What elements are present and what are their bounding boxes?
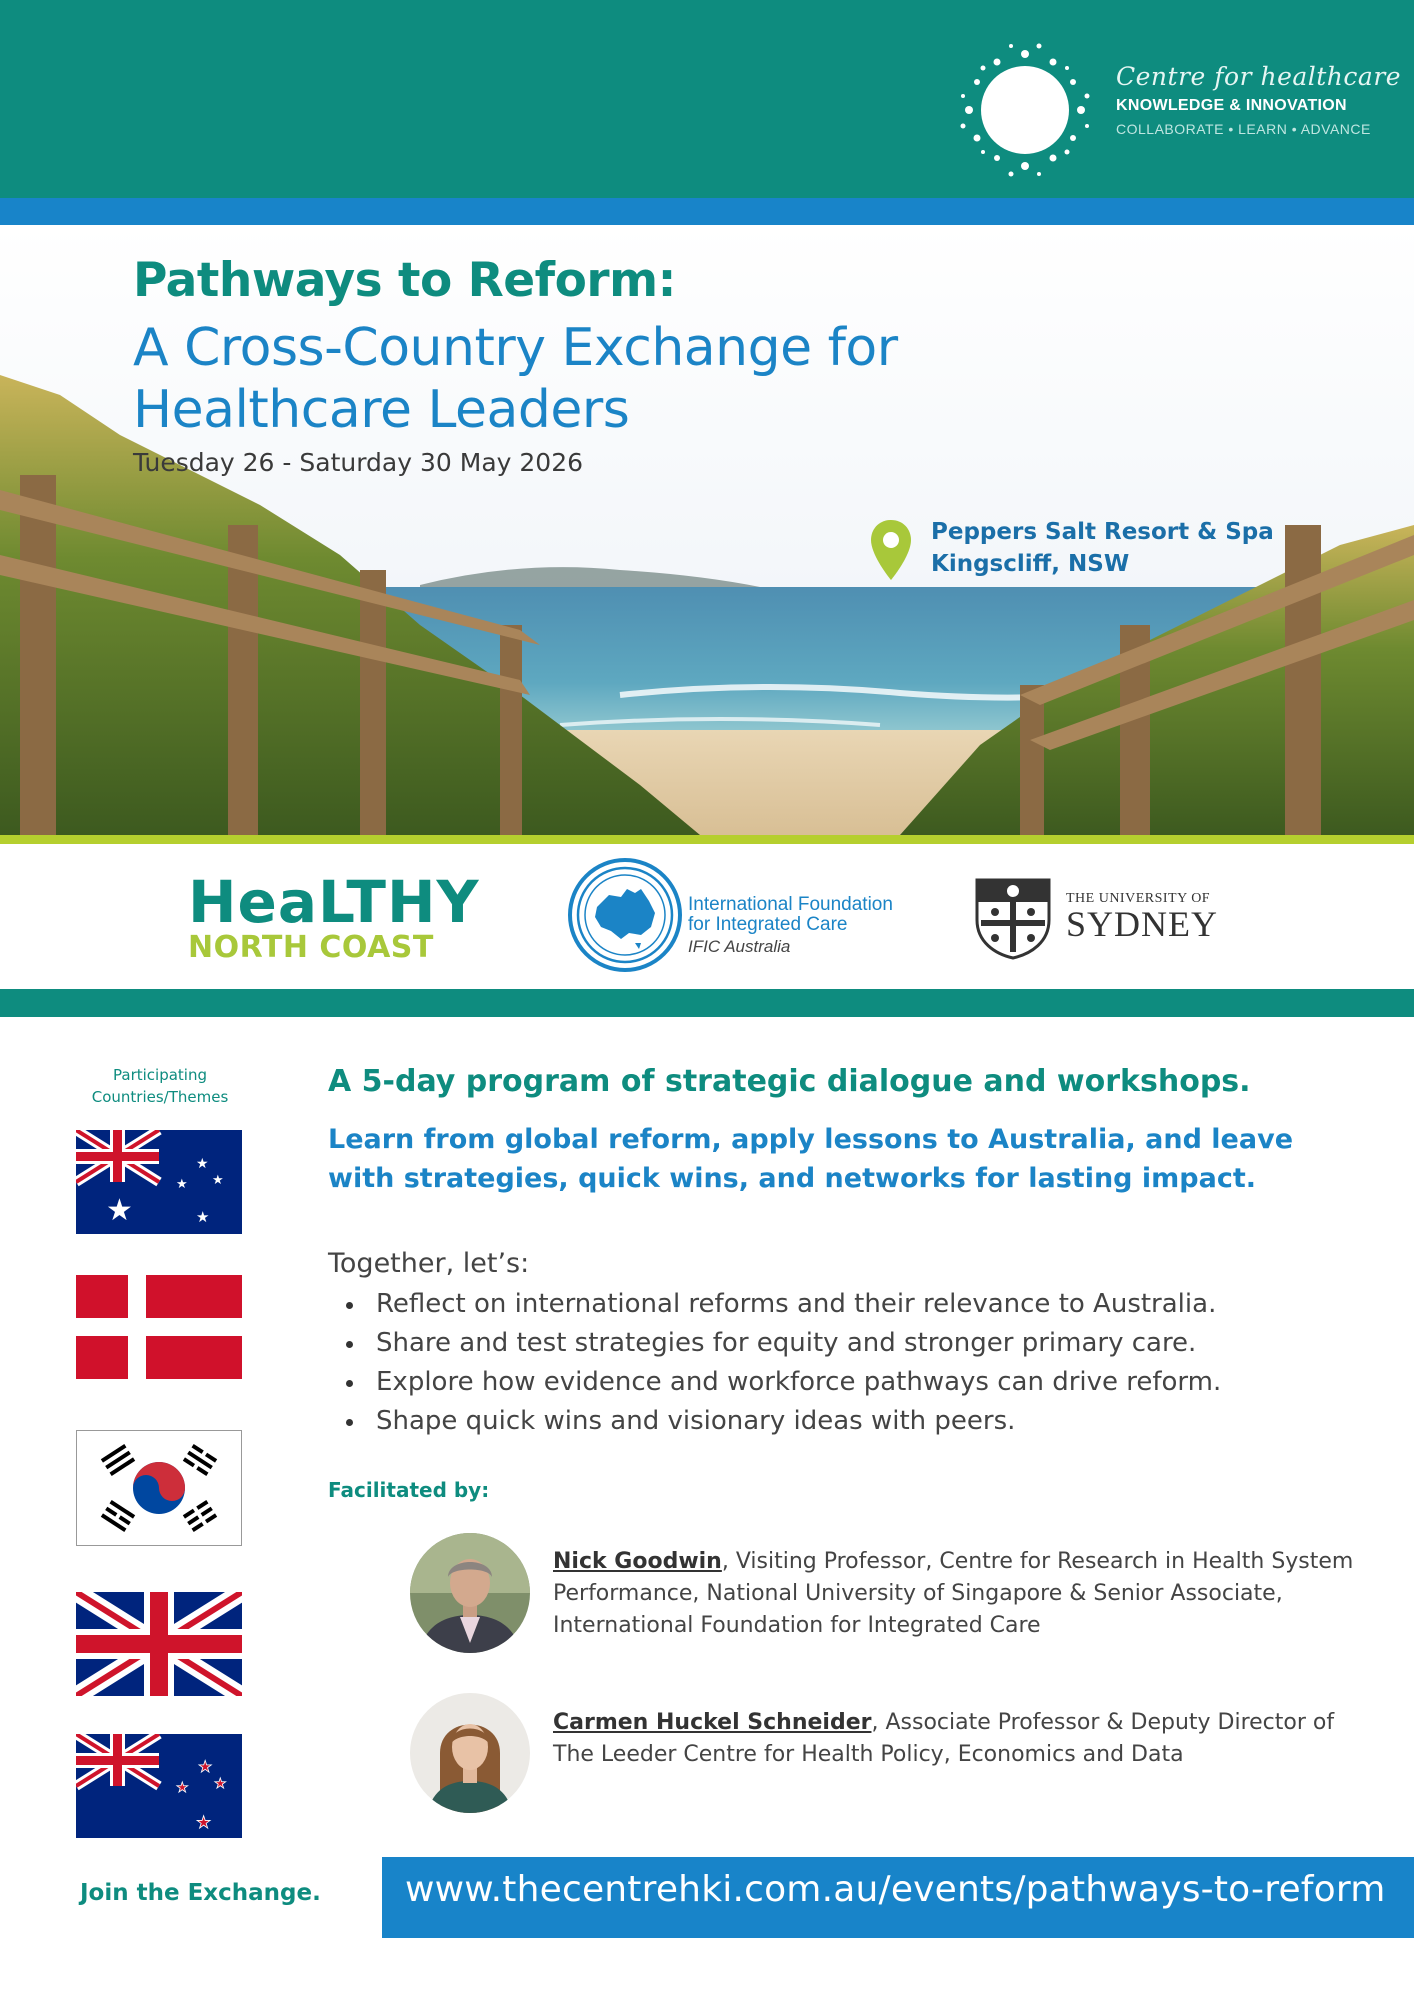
event-dates: Tuesday 26 - Saturday 30 May 2026 xyxy=(133,448,583,477)
list-item: Explore how evidence and workforce pathways can drive reform. xyxy=(328,1363,1368,1402)
australia-flag-icon xyxy=(76,1130,242,1234)
university-shield-icon xyxy=(973,876,1053,960)
facilitator-name-2[interactable]: Carmen Huckel Schneider xyxy=(553,1710,872,1735)
flags-title: Participating Countries/Themes xyxy=(91,1066,229,1106)
venue-location: Kingscliff, NSW xyxy=(931,551,1130,577)
university-of-sydney-logo-text xyxy=(1066,891,1219,944)
ific-line-2: for Integrated Care xyxy=(688,914,848,935)
event-venue xyxy=(931,516,1274,580)
svg-text:★: ★ xyxy=(196,1156,209,1172)
denmark-flag-icon xyxy=(76,1275,242,1379)
svg-text:★: ★ xyxy=(212,1173,224,1188)
svg-text:★: ★ xyxy=(176,1177,188,1192)
svg-text:★: ★ xyxy=(196,1813,212,1833)
svg-text:★: ★ xyxy=(196,1208,210,1226)
event-title: Pathways to Reform: xyxy=(133,253,676,308)
united-kingdom-flag-icon xyxy=(76,1592,242,1696)
list-item: Shape quick wins and visionary ideas with peers. xyxy=(328,1402,1368,1441)
facilitator-name-1[interactable]: Nick Goodwin xyxy=(553,1549,722,1574)
south-korea-flag-icon xyxy=(76,1430,242,1546)
event-subtitle: A Cross-Country Exchange for Healthcare Leaders xyxy=(133,318,898,440)
facilitator-details-1: , Visiting Professor, Centre for Research in Health System Performance, National University of Singapore & Senior Associate, International Foundation for Integrated Care xyxy=(553,1549,1354,1638)
svg-text:★: ★ xyxy=(106,1193,133,1228)
ific-australia-logo-icon xyxy=(565,855,685,975)
facilitator-bio-1 xyxy=(553,1546,1363,1642)
location-pin-icon xyxy=(869,518,913,584)
healthy-north-coast-logo xyxy=(188,868,480,965)
join-the-exchange-label: Join the Exchange. xyxy=(80,1880,321,1906)
program-intro: Learn from global reform, apply lessons to Australia, and leave with strategies, quick wins, and networks for lasting impact. xyxy=(328,1124,1293,1194)
logo-line-2: KNOWLEDGE & INNOVATION xyxy=(1116,97,1347,114)
goals-list xyxy=(328,1285,1368,1441)
usyd-line-1: THE UNIVERSITY OF xyxy=(1066,891,1211,906)
teal-divider xyxy=(0,989,1414,1017)
logo-line-3: COLLABORATE • LEARN • ADVANCE xyxy=(1116,121,1371,137)
together-lead: Together, let’s: xyxy=(328,1248,530,1279)
lime-divider xyxy=(0,835,1414,844)
program-headline: A 5-day program of strategic dialogue and workshops. xyxy=(328,1064,1251,1099)
venue-name: Peppers Salt Resort & Spa xyxy=(931,519,1274,545)
facilitator-bio-2 xyxy=(553,1707,1363,1771)
facilitated-by-label: Facilitated by: xyxy=(328,1478,490,1502)
nick-goodwin-avatar xyxy=(410,1533,530,1653)
carmen-huckel-schneider-avatar xyxy=(410,1693,530,1813)
ific-line-1: International Foundation xyxy=(688,894,893,915)
new-zealand-flag-icon xyxy=(76,1734,242,1838)
usyd-line-2: SYDNEY xyxy=(1066,904,1219,944)
registration-url-link[interactable]: www.thecentrehki.com.au/events/pathways-to-reform xyxy=(405,1869,1386,1910)
ific-line-3: IFIC Australia xyxy=(688,937,791,956)
list-item: Reflect on international reforms and their relevance to Australia. xyxy=(328,1285,1368,1324)
logo-line-1: Centre for healthcare xyxy=(1116,62,1402,91)
ific-logo-text xyxy=(688,895,893,957)
blue-divider xyxy=(0,198,1414,225)
svg-text:★: ★ xyxy=(214,1776,227,1792)
svg-text:★: ★ xyxy=(198,1757,213,1776)
centre-logo-icon xyxy=(955,40,1095,180)
facilitator-details-2: , Associate Professor & Deputy Director of The Leeder Centre for Health Policy, Economics and Data xyxy=(553,1710,1335,1767)
healthy-logo-word: HeaLTHY xyxy=(188,868,480,936)
centre-logo-text xyxy=(1116,62,1401,137)
list-item: Share and test strategies for equity and stronger primary care. xyxy=(328,1324,1368,1363)
healthy-logo-region: NORTH COAST xyxy=(188,930,434,965)
svg-text:★: ★ xyxy=(176,1780,189,1796)
